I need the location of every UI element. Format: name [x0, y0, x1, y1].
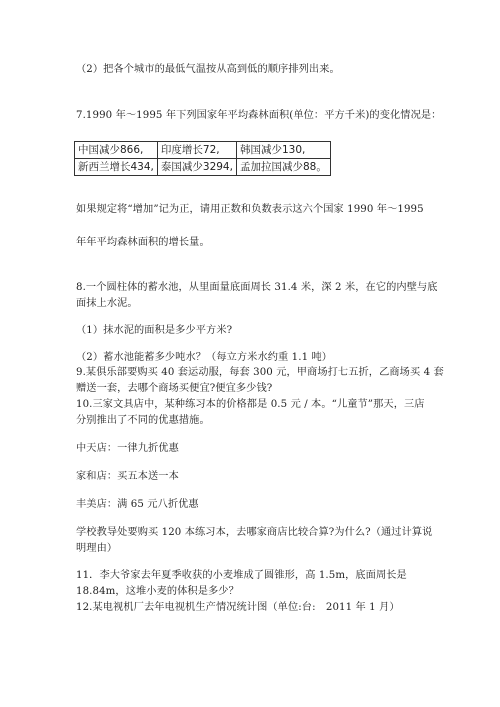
question-8-line-1: 8.一个圆柱体的蓄水池，从里面量底面周长 31.4 米，深 2 米，在它的内壁与底	[76, 282, 438, 293]
shop-zhongtian-offer: 中天店：一律九折优惠	[76, 443, 179, 454]
table-cell: 泰国减少3294,	[157, 159, 236, 176]
question-7-rule-line-2: 年年平均森林面积的增长量。	[76, 237, 210, 248]
question-2-sort-temperatures: （2）把各个城市的最低气温按从高到低的顺序排列出来。	[76, 64, 340, 75]
table-row	[75, 159, 331, 176]
question-10-line-4: 明理由）	[76, 543, 118, 554]
forest-change-table	[74, 141, 331, 176]
question-12-title: 12.某电视机厂去年电视机生产情况统计图（单位:台: 2011 年 1 月）	[76, 602, 400, 613]
question-10-line-3: 学校教导处要购买 120 本练习本，去哪家商店比较合算?为什么?（通过计算说	[76, 527, 433, 538]
question-8-part-2: （2）蓄水池能蓄多少吨水？（每立方米水约重 1.1 吨）	[76, 352, 333, 363]
question-11-line-1: 11．李大爷家去年夏季收获的小麦堆成了圆锥形，高 1.5m，底面周长是	[76, 570, 407, 581]
table-cell: 孟加拉国减少88。	[236, 159, 330, 176]
table-cell: 韩国减少130,	[236, 142, 330, 159]
question-10-line-2: 分别推出了不同的优惠措施。	[76, 415, 210, 426]
question-8-line-2: 面抹上水泥。	[76, 298, 138, 309]
question-9-line-2: 赠送一套，去哪个商场买便宜?便宜多少钱?	[76, 383, 273, 394]
table-cell: 印度增长72,	[157, 142, 236, 159]
question-7-title: 7.1990 年～1995 年下列国家年平均森林面积(单位：平方千米)的变化情况是：	[76, 110, 442, 121]
shop-jiahe-offer: 家和店：买五本送一本	[76, 471, 179, 482]
question-8-part-1: （1）抹水泥的面积是多少平方米?	[76, 325, 233, 336]
question-7-rule-line-1: 如果规定将“增加”记为正，请用正数和负数表示这六个国家 1990 年～1995	[76, 204, 424, 215]
question-10-line-1: 10.三家文具店中，某种练习本的价格都是 0.5 元 / 本。“儿童节”那天，三店	[76, 399, 425, 410]
table-cell: 新西兰增长434,	[75, 159, 158, 176]
shop-fengmei-offer: 丰美店：满 65 元八折优惠	[76, 499, 199, 510]
table-cell: 中国减少866,	[75, 142, 158, 159]
table-row	[75, 142, 331, 159]
question-9-line-1: 9.某俱乐部要购买 40 套运动服，每套 300 元，甲商场打七五折，乙商场买 4 套	[76, 367, 444, 378]
question-11-line-2: 18.84m，这堆小麦的体积是多少？	[76, 586, 239, 597]
